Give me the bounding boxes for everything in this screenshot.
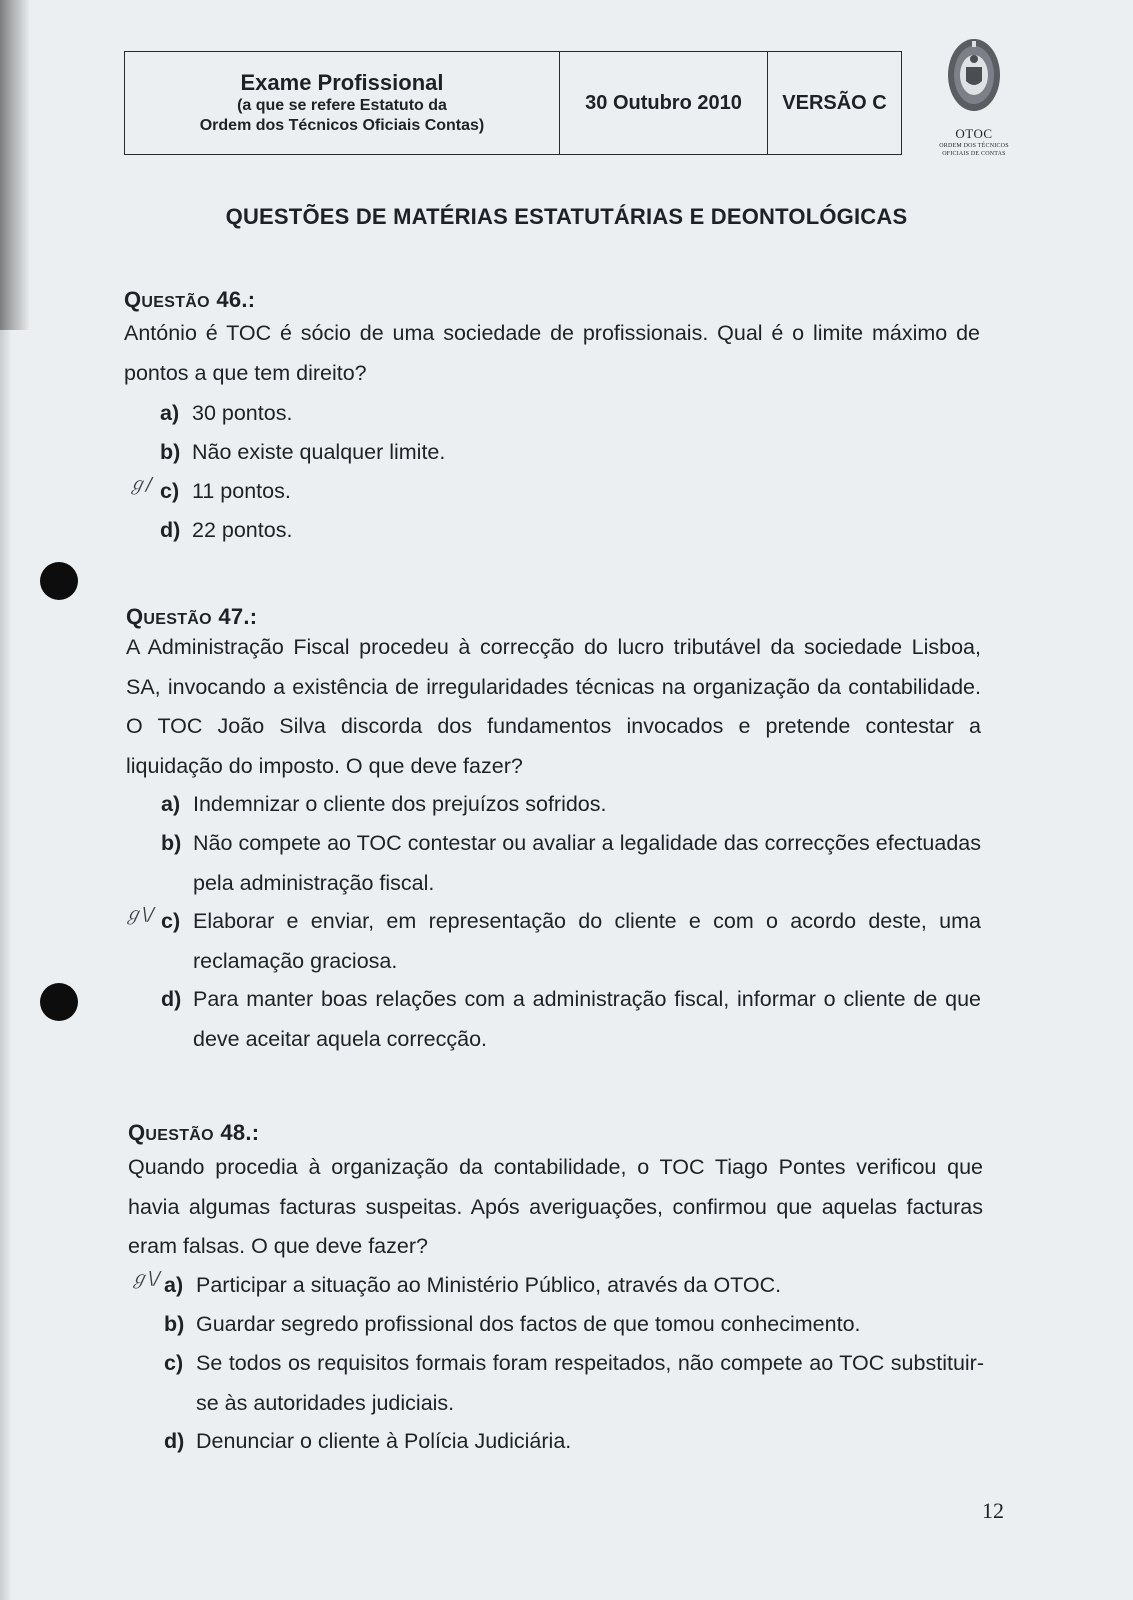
question-48-option-a: a) Participar a situação ao Ministério Público, através da OTOC.: [164, 1273, 782, 1297]
question-47-heading: QUESTÃO 47.:: [126, 604, 258, 629]
exam-header-table: [124, 51, 902, 155]
question-48-option-d: d) Denunciar o cliente à Polícia Judiciária.: [164, 1429, 572, 1453]
question-47-text: A Administração Fiscal procedeu à correcção do lucro tributável da sociedade Lisboa, SA, invocando a existência de irregularidades técnicas na organização da contabilidade. O TOC João Silva discorda dos fundamentos invocados e pretende contestar a liquidação do imposto. O que deve fazer?: [126, 635, 981, 778]
otoc-seal-icon: [946, 37, 1002, 113]
section-title: QUESTÕES DE MATÉRIAS ESTATUTÁRIAS E DEONTOLÓGICAS: [225, 204, 908, 229]
question-48-option-c: c) Se todos os requisitos formais foram respeitados, não compete ao TOC substituir-se às autoridades judiciais.: [164, 1351, 984, 1415]
exam-version: VERSÃO C: [782, 91, 887, 114]
handwritten-check-mark-48: ℊ\/: [130, 1268, 161, 1289]
question-46-heading: QUESTÃO 46.:: [124, 287, 256, 312]
exam-title-cell: [125, 52, 560, 154]
logo-name: OTOC: [955, 126, 993, 141]
exam-version-cell: [768, 52, 901, 154]
punch-hole-top: [40, 562, 78, 600]
question-46-option-d: d) 22 pontos.: [160, 518, 293, 542]
logo-line-1: ORDEM DOS TÉCNICOS: [939, 143, 1009, 149]
otoc-logo: [934, 37, 1014, 158]
page-number: 12: [982, 1498, 1004, 1523]
question-46-option-a: a) 30 pontos.: [160, 401, 293, 425]
question-47-option-b: b) Não compete ao TOC contestar ou avaliar a legalidade das correcções efectuadas pela administração fiscal.: [161, 831, 981, 895]
question-48-heading: QUESTÃO 48.:: [128, 1120, 260, 1145]
question-48-text: Quando procedia à organização da contabilidade, o TOC Tiago Pontes verificou que havia algumas facturas suspeitas. Após averiguações, confirmou que aquelas facturas eram falsas. O que deve fazer?: [128, 1155, 983, 1258]
question-47-option-c: c) Elaborar e enviar, em representação do cliente e com o acordo deste, uma reclamação graciosa.: [161, 909, 981, 973]
exam-date-cell: [560, 52, 768, 154]
question-47-option-d: d) Para manter boas relações com a administração fiscal, informar o cliente de que deve aceitar aquela correcção.: [161, 987, 981, 1051]
question-46-option-c: c) 11 pontos.: [160, 479, 291, 503]
punch-hole-bottom: [40, 983, 78, 1021]
logo-line-2: OFICIAIS DE CONTAS: [942, 151, 1006, 157]
exam-date: 30 Outubro 2010: [585, 91, 742, 114]
exam-subtitle-line-2: Ordem dos Técnicos Oficiais Contas): [199, 117, 485, 134]
question-46-text: António é TOC é sócio de uma sociedade de profissionais. Qual é o limite máximo de pontos a que tem direito?: [124, 321, 980, 385]
question-48-option-b: b) Guardar segredo profissional dos factos de que tomou conhecimento.: [164, 1312, 861, 1336]
handwritten-check-mark-47: ℊ\/: [124, 904, 155, 925]
scan-shadow: [0, 0, 30, 330]
exam-title: Exame Profissional: [240, 70, 444, 95]
question-47-option-a: a) Indemnizar o cliente dos prejuízos sofridos.: [161, 792, 607, 816]
exam-subtitle-line-1: (a que se refere Estatuto da: [237, 97, 447, 114]
question-46-option-b: b) Não existe qualquer limite.: [160, 440, 446, 464]
handwritten-check-mark-46: ℊ/: [128, 474, 153, 495]
